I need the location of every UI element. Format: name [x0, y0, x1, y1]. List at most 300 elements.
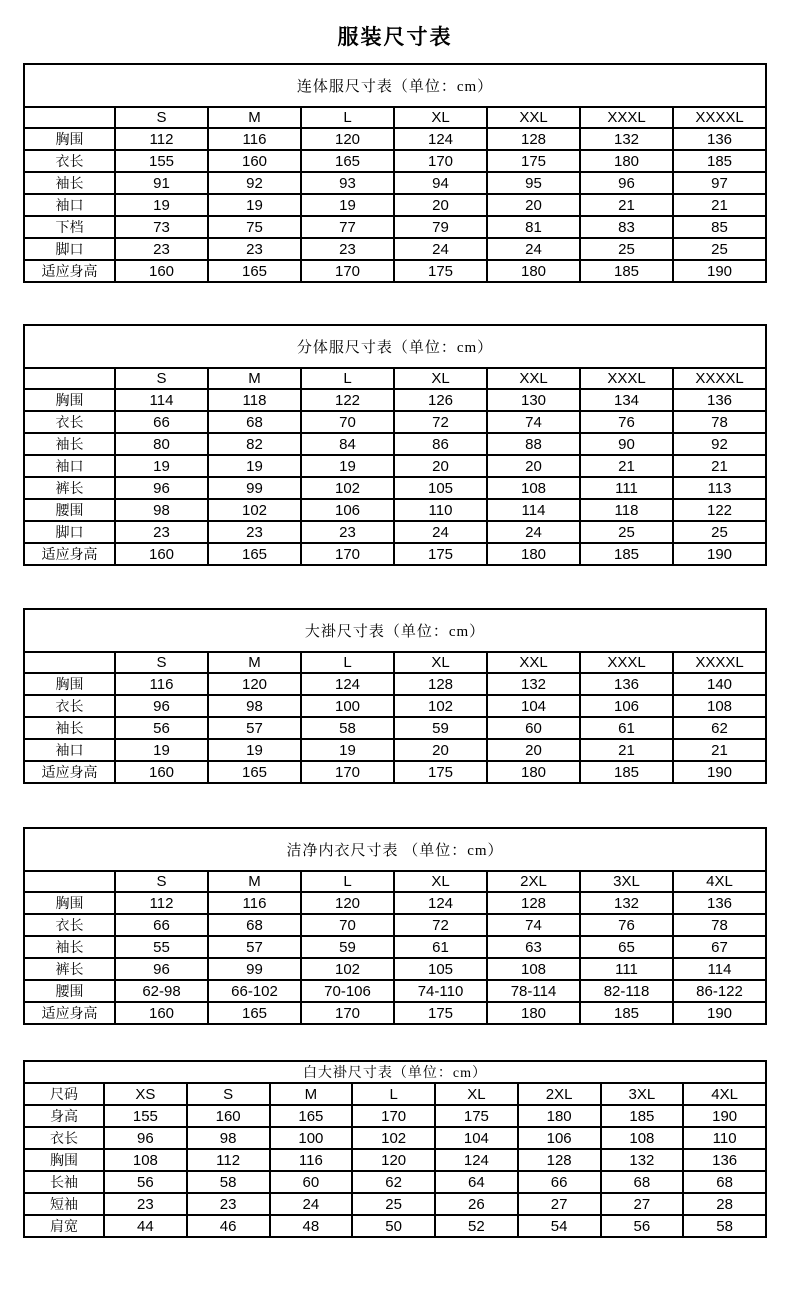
row-label: 脚口	[24, 521, 115, 543]
size-value-cell: 59	[301, 936, 394, 958]
size-value-cell: 102	[352, 1127, 435, 1149]
size-value-cell: 23	[115, 521, 208, 543]
size-value-cell: 108	[487, 958, 580, 980]
row-label: 适应身高	[24, 543, 115, 565]
size-value-cell: 20	[394, 194, 487, 216]
size-value-cell: 23	[115, 238, 208, 260]
size-value-cell: 86	[394, 433, 487, 455]
size-value-cell: 77	[301, 216, 394, 238]
size-column-header: 2XL	[518, 1083, 601, 1105]
size-value-cell: 165	[208, 543, 301, 565]
table-row	[24, 521, 766, 543]
size-value-cell: 48	[270, 1215, 353, 1237]
size-value-cell: 104	[487, 695, 580, 717]
size-value-cell: 116	[208, 892, 301, 914]
size-value-cell: 108	[487, 477, 580, 499]
size-value-cell: 185	[580, 260, 673, 282]
size-value-cell: 175	[394, 1002, 487, 1024]
row-label: 袖口	[24, 194, 115, 216]
size-value-cell: 102	[208, 499, 301, 521]
size-value-cell: 165	[208, 1002, 301, 1024]
size-value-cell: 66	[115, 411, 208, 433]
size-column-header: S	[115, 368, 208, 389]
size-value-cell: 134	[580, 389, 673, 411]
size-value-cell: 106	[301, 499, 394, 521]
size-value-cell: 96	[580, 172, 673, 194]
row-label: 袖长	[24, 717, 115, 739]
size-value-cell: 124	[435, 1149, 518, 1171]
corner-header-cell: 尺码	[24, 1083, 104, 1105]
size-value-cell: 160	[208, 150, 301, 172]
size-value-cell: 180	[487, 260, 580, 282]
size-value-cell: 56	[601, 1215, 684, 1237]
table-row	[24, 958, 766, 980]
table-row	[24, 194, 766, 216]
size-column-header: 4XL	[673, 871, 766, 892]
row-label: 袖长	[24, 936, 115, 958]
size-value-cell: 124	[301, 673, 394, 695]
size-value-cell: 180	[487, 1002, 580, 1024]
size-value-cell: 165	[270, 1105, 353, 1127]
size-value-cell: 19	[115, 455, 208, 477]
size-value-cell: 170	[301, 543, 394, 565]
size-column-header: XS	[104, 1083, 187, 1105]
size-value-cell: 96	[115, 958, 208, 980]
size-column-header: M	[208, 368, 301, 389]
size-value-cell: 82-118	[580, 980, 673, 1002]
size-value-cell: 66	[115, 914, 208, 936]
size-value-cell: 99	[208, 477, 301, 499]
table-header-row	[24, 652, 766, 673]
size-value-cell: 24	[487, 238, 580, 260]
size-value-cell: 58	[187, 1171, 270, 1193]
size-column-header: L	[301, 107, 394, 128]
size-column-header: XXL	[487, 107, 580, 128]
table-row	[24, 1127, 766, 1149]
size-value-cell: 124	[394, 128, 487, 150]
size-value-cell: 120	[208, 673, 301, 695]
size-value-cell: 66-102	[208, 980, 301, 1002]
size-value-cell: 185	[580, 1002, 673, 1024]
size-value-cell: 67	[673, 936, 766, 958]
row-label: 衣长	[24, 411, 115, 433]
table-coverall-sizes	[23, 63, 767, 283]
size-value-cell: 55	[115, 936, 208, 958]
size-column-header: M	[208, 107, 301, 128]
size-column-header: L	[352, 1083, 435, 1105]
size-value-cell: 136	[673, 389, 766, 411]
table-lab-coat-sizes	[23, 1060, 767, 1238]
size-value-cell: 99	[208, 958, 301, 980]
size-value-cell: 106	[580, 695, 673, 717]
size-value-cell: 19	[301, 194, 394, 216]
size-value-cell: 21	[673, 194, 766, 216]
table-title: 白大褂尺寸表（单位：cm）	[24, 1061, 766, 1083]
size-value-cell: 19	[208, 739, 301, 761]
size-value-cell: 21	[580, 194, 673, 216]
size-value-cell: 68	[683, 1171, 766, 1193]
size-column-header: S	[115, 652, 208, 673]
size-value-cell: 78	[673, 914, 766, 936]
row-label: 胸围	[24, 128, 115, 150]
table-row	[24, 1105, 766, 1127]
size-value-cell: 70-106	[301, 980, 394, 1002]
size-value-cell: 44	[104, 1215, 187, 1237]
size-column-header: 3XL	[580, 871, 673, 892]
table-title-row	[24, 609, 766, 652]
size-value-cell: 114	[487, 499, 580, 521]
size-value-cell: 190	[673, 260, 766, 282]
size-value-cell: 82	[208, 433, 301, 455]
size-value-cell: 122	[301, 389, 394, 411]
size-value-cell: 180	[580, 150, 673, 172]
table-title: 分体服尺寸表（单位：cm）	[24, 325, 766, 368]
size-value-cell: 106	[518, 1127, 601, 1149]
size-value-cell: 25	[673, 521, 766, 543]
size-value-cell: 185	[601, 1105, 684, 1127]
size-value-cell: 81	[487, 216, 580, 238]
size-value-cell: 79	[394, 216, 487, 238]
size-value-cell: 27	[601, 1193, 684, 1215]
size-value-cell: 62-98	[115, 980, 208, 1002]
size-column-header: S	[115, 871, 208, 892]
table-row	[24, 1193, 766, 1215]
size-value-cell: 62	[673, 717, 766, 739]
size-value-cell: 185	[673, 150, 766, 172]
size-value-cell: 25	[580, 521, 673, 543]
size-value-cell: 105	[394, 477, 487, 499]
row-label: 衣长	[24, 1127, 104, 1149]
size-value-cell: 180	[518, 1105, 601, 1127]
size-column-header: XL	[394, 107, 487, 128]
size-value-cell: 122	[673, 499, 766, 521]
size-value-cell: 116	[115, 673, 208, 695]
size-value-cell: 20	[394, 739, 487, 761]
size-value-cell: 78	[673, 411, 766, 433]
table-row	[24, 543, 766, 565]
size-value-cell: 116	[270, 1149, 353, 1171]
size-value-cell: 19	[208, 455, 301, 477]
table-header-row	[24, 1083, 766, 1105]
size-value-cell: 128	[394, 673, 487, 695]
size-value-cell: 46	[187, 1215, 270, 1237]
size-column-header: L	[301, 368, 394, 389]
size-value-cell: 175	[435, 1105, 518, 1127]
size-column-header: XXXXL	[673, 652, 766, 673]
size-value-cell: 160	[115, 260, 208, 282]
size-value-cell: 95	[487, 172, 580, 194]
size-value-cell: 23	[301, 521, 394, 543]
row-label: 袖口	[24, 455, 115, 477]
size-value-cell: 70	[301, 411, 394, 433]
size-value-cell: 185	[580, 543, 673, 565]
size-value-cell: 84	[301, 433, 394, 455]
size-value-cell: 21	[673, 455, 766, 477]
size-value-cell: 24	[394, 521, 487, 543]
row-label: 胸围	[24, 1149, 104, 1171]
table-row	[24, 914, 766, 936]
size-value-cell: 128	[518, 1149, 601, 1171]
size-value-cell: 52	[435, 1215, 518, 1237]
row-label: 腰围	[24, 980, 115, 1002]
size-value-cell: 50	[352, 1215, 435, 1237]
table-row	[24, 761, 766, 783]
row-label: 适应身高	[24, 761, 115, 783]
table-title-row	[24, 325, 766, 368]
size-value-cell: 136	[580, 673, 673, 695]
size-value-cell: 92	[673, 433, 766, 455]
table-header-row	[24, 107, 766, 128]
size-column-header: 2XL	[487, 871, 580, 892]
table-row	[24, 128, 766, 150]
size-value-cell: 102	[301, 477, 394, 499]
size-value-cell: 28	[683, 1193, 766, 1215]
size-value-cell: 73	[115, 216, 208, 238]
size-value-cell: 59	[394, 717, 487, 739]
size-value-cell: 74-110	[394, 980, 487, 1002]
size-value-cell: 114	[673, 958, 766, 980]
row-label: 下档	[24, 216, 115, 238]
table-row	[24, 433, 766, 455]
size-value-cell: 108	[673, 695, 766, 717]
size-value-cell: 90	[580, 433, 673, 455]
size-value-cell: 91	[115, 172, 208, 194]
size-column-header: XL	[435, 1083, 518, 1105]
size-value-cell: 63	[487, 936, 580, 958]
table-row	[24, 739, 766, 761]
size-value-cell: 27	[518, 1193, 601, 1215]
size-value-cell: 132	[580, 128, 673, 150]
size-value-cell: 160	[115, 543, 208, 565]
size-value-cell: 105	[394, 958, 487, 980]
size-value-cell: 175	[394, 761, 487, 783]
size-value-cell: 66	[518, 1171, 601, 1193]
size-value-cell: 23	[187, 1193, 270, 1215]
size-column-header: XXXL	[580, 368, 673, 389]
table-title-row	[24, 828, 766, 871]
table-row	[24, 717, 766, 739]
size-value-cell: 23	[301, 238, 394, 260]
table-row	[24, 499, 766, 521]
row-label: 袖长	[24, 172, 115, 194]
size-column-header: XXXXL	[673, 368, 766, 389]
size-value-cell: 120	[301, 892, 394, 914]
size-value-cell: 56	[115, 717, 208, 739]
corner-header-cell	[24, 368, 115, 389]
size-value-cell: 104	[435, 1127, 518, 1149]
size-value-cell: 185	[580, 761, 673, 783]
size-value-cell: 19	[301, 455, 394, 477]
row-label: 裤长	[24, 477, 115, 499]
size-value-cell: 60	[270, 1171, 353, 1193]
size-value-cell: 64	[435, 1171, 518, 1193]
row-label: 腰围	[24, 499, 115, 521]
table-title: 洁净内衣尺寸表 （单位：cm）	[24, 828, 766, 871]
size-value-cell: 24	[487, 521, 580, 543]
size-column-header: XL	[394, 871, 487, 892]
table-gown-sizes	[23, 608, 767, 784]
row-label: 胸围	[24, 673, 115, 695]
size-value-cell: 180	[487, 761, 580, 783]
size-value-cell: 190	[683, 1105, 766, 1127]
size-value-cell: 130	[487, 389, 580, 411]
size-value-cell: 190	[673, 1002, 766, 1024]
table-row	[24, 1171, 766, 1193]
row-label: 适应身高	[24, 1002, 115, 1024]
table-row	[24, 1149, 766, 1171]
size-value-cell: 175	[394, 260, 487, 282]
row-label: 胸围	[24, 389, 115, 411]
table-header-row	[24, 871, 766, 892]
size-value-cell: 72	[394, 914, 487, 936]
size-value-cell: 190	[673, 761, 766, 783]
size-value-cell: 85	[673, 216, 766, 238]
table-row	[24, 695, 766, 717]
size-value-cell: 83	[580, 216, 673, 238]
size-value-cell: 180	[487, 543, 580, 565]
row-label: 袖口	[24, 739, 115, 761]
table-two-piece-sizes	[23, 324, 767, 566]
size-value-cell: 98	[115, 499, 208, 521]
size-value-cell: 102	[394, 695, 487, 717]
size-value-cell: 112	[187, 1149, 270, 1171]
size-value-cell: 98	[208, 695, 301, 717]
size-value-cell: 165	[208, 260, 301, 282]
table-row	[24, 980, 766, 1002]
size-value-cell: 170	[394, 150, 487, 172]
size-value-cell: 170	[301, 260, 394, 282]
size-value-cell: 62	[352, 1171, 435, 1193]
size-value-cell: 118	[208, 389, 301, 411]
table-clean-underwear-sizes	[23, 827, 767, 1025]
table-header-row	[24, 368, 766, 389]
row-label: 袖长	[24, 433, 115, 455]
size-value-cell: 68	[601, 1171, 684, 1193]
page-title: 服装尺寸表	[337, 25, 453, 49]
size-column-header: XXXXL	[673, 107, 766, 128]
size-value-cell: 132	[580, 892, 673, 914]
size-column-header: S	[187, 1083, 270, 1105]
size-value-cell: 19	[115, 739, 208, 761]
size-value-cell: 88	[487, 433, 580, 455]
size-value-cell: 74	[487, 411, 580, 433]
size-value-cell: 120	[301, 128, 394, 150]
size-value-cell: 23	[208, 521, 301, 543]
row-label: 短袖	[24, 1193, 104, 1215]
size-column-header: M	[270, 1083, 353, 1105]
size-value-cell: 126	[394, 389, 487, 411]
table-title: 大褂尺寸表（单位：cm）	[24, 609, 766, 652]
size-value-cell: 94	[394, 172, 487, 194]
size-value-cell: 21	[580, 739, 673, 761]
size-value-cell: 61	[394, 936, 487, 958]
size-value-cell: 140	[673, 673, 766, 695]
size-value-cell: 165	[208, 761, 301, 783]
size-value-cell: 96	[115, 477, 208, 499]
row-label: 长袖	[24, 1171, 104, 1193]
corner-header-cell	[24, 652, 115, 673]
size-value-cell: 58	[683, 1215, 766, 1237]
size-value-cell: 112	[115, 128, 208, 150]
size-value-cell: 25	[673, 238, 766, 260]
size-value-cell: 68	[208, 914, 301, 936]
size-value-cell: 57	[208, 936, 301, 958]
table-row	[24, 936, 766, 958]
size-value-cell: 57	[208, 717, 301, 739]
size-value-cell: 70	[301, 914, 394, 936]
size-column-header: S	[115, 107, 208, 128]
size-value-cell: 68	[208, 411, 301, 433]
size-column-header: L	[301, 871, 394, 892]
size-column-header: 3XL	[601, 1083, 684, 1105]
size-value-cell: 136	[683, 1149, 766, 1171]
row-label: 身高	[24, 1105, 104, 1127]
size-column-header: XXXL	[580, 652, 673, 673]
size-value-cell: 132	[601, 1149, 684, 1171]
table-row	[24, 260, 766, 282]
size-column-header: XXXL	[580, 107, 673, 128]
size-value-cell: 97	[673, 172, 766, 194]
size-value-cell: 170	[352, 1105, 435, 1127]
row-label: 裤长	[24, 958, 115, 980]
size-column-header: XL	[394, 652, 487, 673]
size-value-cell: 60	[487, 717, 580, 739]
table-row	[24, 1215, 766, 1237]
size-value-cell: 190	[673, 543, 766, 565]
size-column-header: M	[208, 652, 301, 673]
row-label: 脚口	[24, 238, 115, 260]
table-row	[24, 172, 766, 194]
size-value-cell: 78-114	[487, 980, 580, 1002]
size-value-cell: 155	[115, 150, 208, 172]
row-label: 衣长	[24, 914, 115, 936]
size-value-cell: 111	[580, 477, 673, 499]
size-value-cell: 132	[487, 673, 580, 695]
size-value-cell: 65	[580, 936, 673, 958]
table-row	[24, 477, 766, 499]
table-title-row	[24, 64, 766, 107]
row-label: 衣长	[24, 695, 115, 717]
size-value-cell: 128	[487, 128, 580, 150]
size-value-cell: 96	[104, 1127, 187, 1149]
size-value-cell: 76	[580, 411, 673, 433]
size-value-cell: 110	[683, 1127, 766, 1149]
size-column-header: XXL	[487, 652, 580, 673]
size-value-cell: 175	[394, 543, 487, 565]
row-label: 适应身高	[24, 260, 115, 282]
size-value-cell: 20	[487, 455, 580, 477]
size-value-cell: 25	[580, 238, 673, 260]
size-value-cell: 58	[301, 717, 394, 739]
size-column-header: XL	[394, 368, 487, 389]
size-value-cell: 124	[394, 892, 487, 914]
table-row	[24, 150, 766, 172]
size-value-cell: 20	[487, 739, 580, 761]
table-row	[24, 892, 766, 914]
table-title: 连体服尺寸表（单位：cm）	[24, 64, 766, 107]
size-value-cell: 96	[115, 695, 208, 717]
size-value-cell: 160	[187, 1105, 270, 1127]
size-value-cell: 21	[580, 455, 673, 477]
size-value-cell: 118	[580, 499, 673, 521]
size-value-cell: 75	[208, 216, 301, 238]
size-column-header: M	[208, 871, 301, 892]
size-value-cell: 136	[673, 892, 766, 914]
size-value-cell: 100	[270, 1127, 353, 1149]
size-value-cell: 114	[115, 389, 208, 411]
table-row	[24, 389, 766, 411]
table-title-row	[24, 1061, 766, 1083]
